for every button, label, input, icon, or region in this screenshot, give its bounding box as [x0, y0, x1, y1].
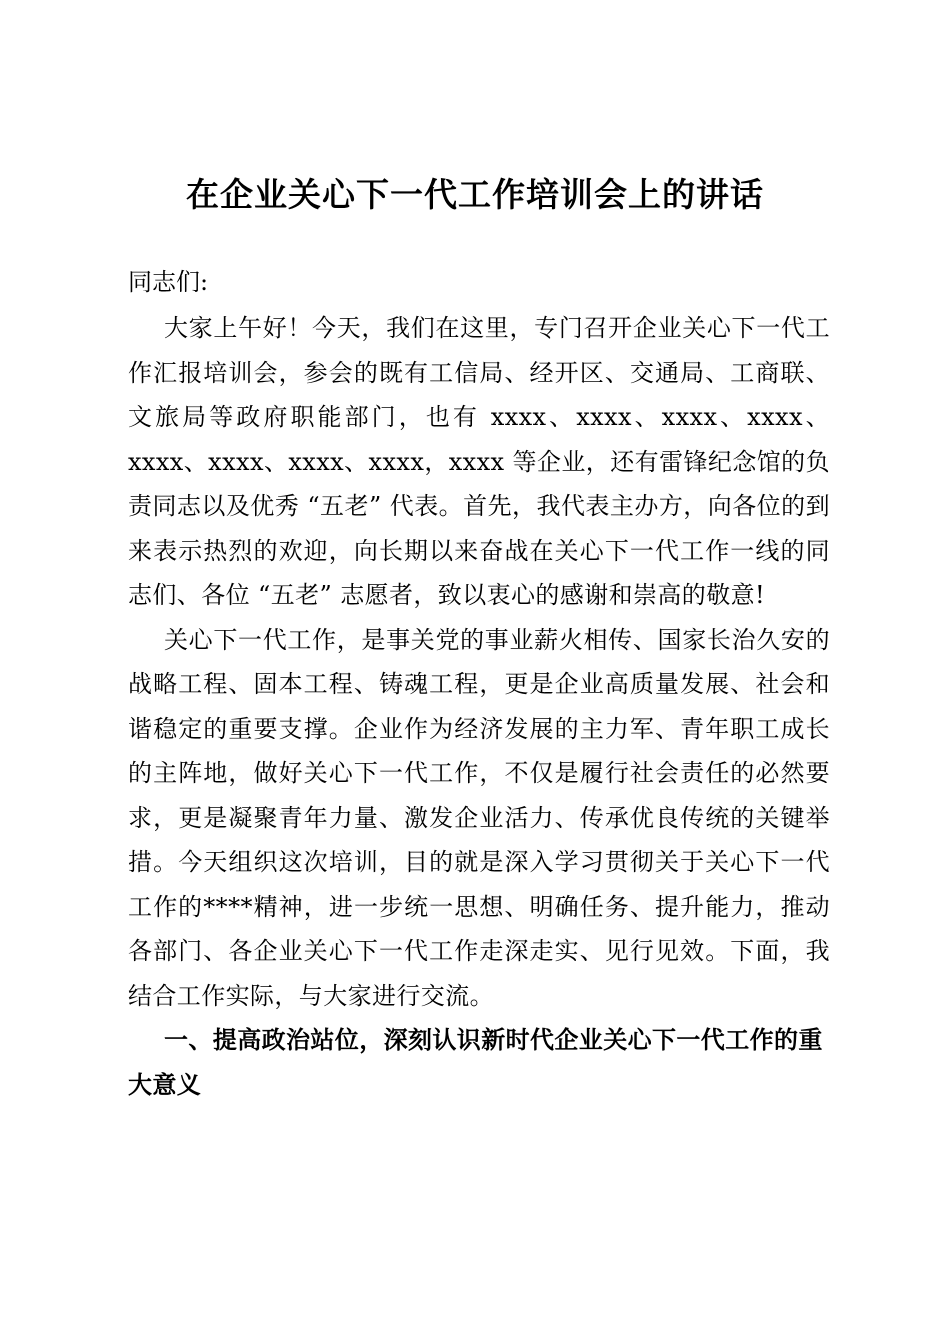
document-body [128, 306, 830, 1107]
salutation: 同志们: [128, 268, 209, 296]
document-title: 在企业关心下一代工作培训会上的讲话 [186, 175, 764, 214]
section-heading: 一、提高政治站位，深刻认识新时代企业关心下一代工作的重大意义 [128, 1025, 823, 1099]
paragraph-opening: 大家上午好！今天，我们在这里，专门召开企业关心下一代工作汇报培训会，参会的既有工信局、经开区、交通局、工商联、文旅局等政府职能部门，也有 xxxx、xxxx、xxxx、xxxx、xxxx、xxxx、xxxx、xxxx，xxxx 等企业，还有雷锋纪念馆的负责同志以及优秀 “五老” 代表。首先，我代表主办方，向各位的到来表示热烈的欢迎，向长期以来奋战在关心下一代工作一线的同志们、各位 “五老” 志愿者，致以衷心的感谢和崇高的敬意! [128, 314, 830, 609]
paragraph-significance: 关心下一代工作，是事关党的事业薪火相传、国家长治久安的战略工程、固本工程、铸魂工程，更是企业高质量发展、社会和谐稳定的重要支撑。企业作为经济发展的主力军、青年职工成长的主阵地，做好关心下一代工作，不仅是履行社会责任的必然要求，更是凝聚青年力量、激发企业活力、传承优良传统的关键举措。今天组织这次培训，目的就是深入学习贯彻关于关心下一代工作的****精神，进一步统一思想、明确任务、提升能力，推动各部门、各企业关心下一代工作走深走实、见行见效。下面，我结合工作实际，与大家进行交流。 [128, 625, 830, 1010]
